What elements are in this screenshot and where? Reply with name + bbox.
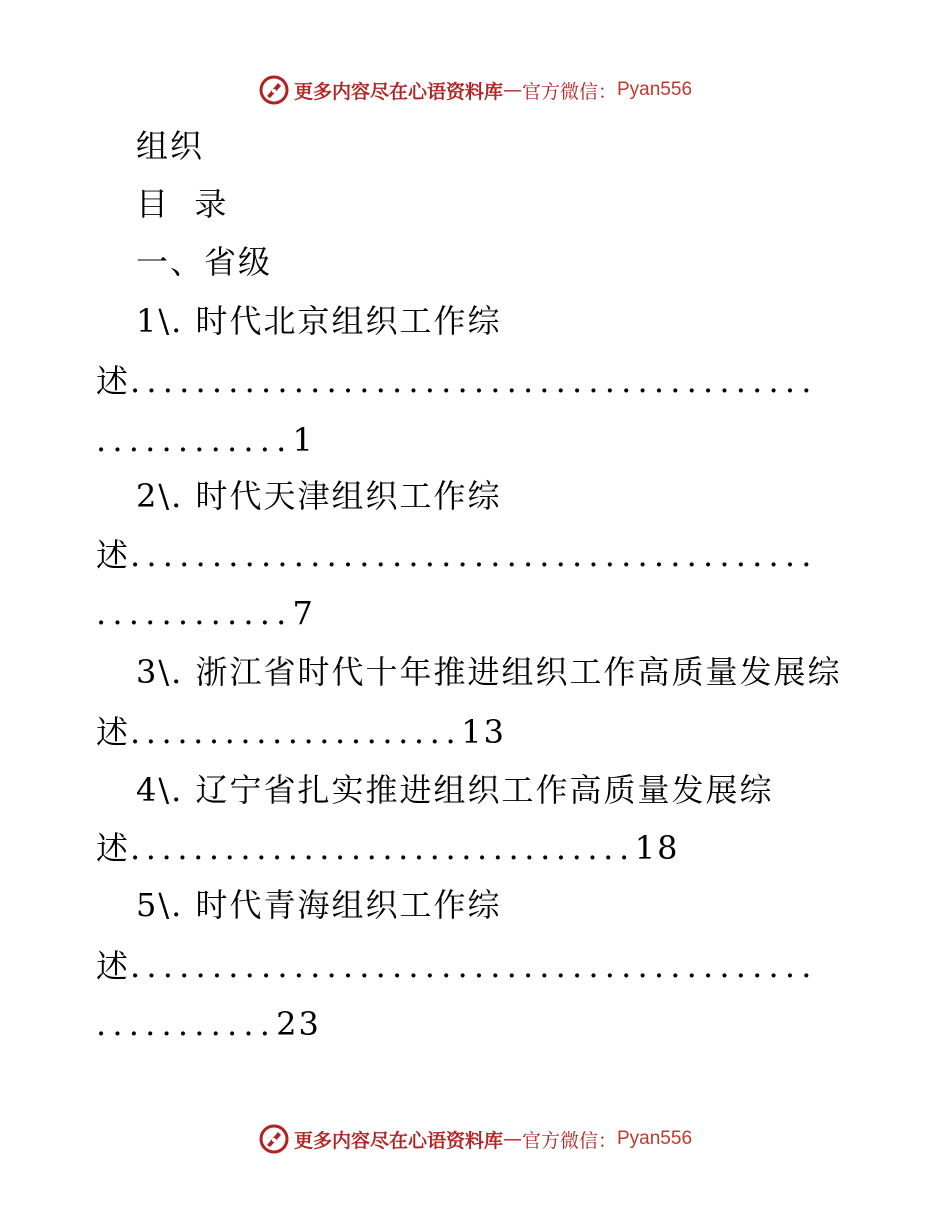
toc-entry-title: 时代天津组织工作综 [195,477,502,515]
toc-entry-4-title [136,770,774,810]
watermark-wechat-id: Pyan556 [617,79,693,100]
toc-entry-title-end: 述 [96,536,131,574]
dot-leader: ........... [96,1005,277,1043]
toc-entry-number: 5\. [136,886,184,924]
watermark-brand: 更多内容尽在心语资料库 [293,80,503,103]
dot-leader: .......................................... [130,536,818,574]
toc-entry-title: 辽宁省扎实推进组织工作高质量发展综 [195,771,774,809]
toc-entry-title: 浙江省时代十年推进组织工作高质量发展综 [195,653,842,691]
header-watermark [0,70,950,110]
toc-entry-page-number: 7 [292,594,315,632]
watermark-wechat-id: Pyan556 [617,1128,693,1149]
dot-leader: ............ [96,421,293,459]
toc-entry-title-end: 述 [96,713,131,751]
dot-leader: ..................... [130,713,462,751]
toc-entry-2-title [136,476,502,516]
footer-watermark [0,1119,950,1159]
toc-entry-1-leader [96,361,818,401]
quill-logo-icon [258,1123,290,1155]
toc-entry-3-title [136,652,842,692]
watermark-separator: — [502,1128,522,1150]
watermark-official: 官方微信： [521,1129,617,1152]
toc-entry-1-title [136,301,502,341]
document-heading: 组织 [136,127,205,165]
toc-entry-5-leader [96,946,818,986]
toc-entry-page-number: 13 [461,713,506,751]
toc-entry-number: 4\. [136,771,184,809]
toc-section-title: 一、省级 [136,243,273,281]
toc-entry-page-number: 23 [276,1005,321,1043]
dot-leader: ............ [96,594,293,632]
quill-logo-icon [258,74,290,106]
toc-title: 目 录 [136,185,229,223]
toc-entry-title-end: 述 [96,829,131,867]
toc-entry-page-number: 18 [634,829,680,867]
toc-entry-title-end: 述 [96,947,131,985]
dot-leader: ................................ [130,829,635,867]
toc-entry-2-leader [96,535,818,575]
toc-entry-number: 2\. [136,477,184,515]
toc-entry-number: 3\. [136,653,184,691]
toc-entry-5-title [136,885,502,925]
dot-leader: .......................................... [130,947,818,985]
toc-entry-3-leader [96,712,506,752]
toc-entry-4-leader [96,828,679,868]
dot-leader: .......................................... [130,362,818,400]
watermark-brand: 更多内容尽在心语资料库 [293,1129,503,1152]
toc-entry-title: 时代青海组织工作综 [195,886,502,924]
toc-entry-5-page-line [96,1004,321,1044]
watermark-separator: — [502,79,522,101]
toc-entry-number: 1\. [136,302,184,340]
toc-entry-page-number: 1 [292,421,315,459]
toc-entry-2-page-line [96,593,315,633]
watermark-official: 官方微信： [521,80,617,103]
toc-entry-title: 时代北京组织工作综 [195,302,502,340]
toc-entry-title-end: 述 [96,362,131,400]
toc-entry-1-page-line [96,420,315,460]
